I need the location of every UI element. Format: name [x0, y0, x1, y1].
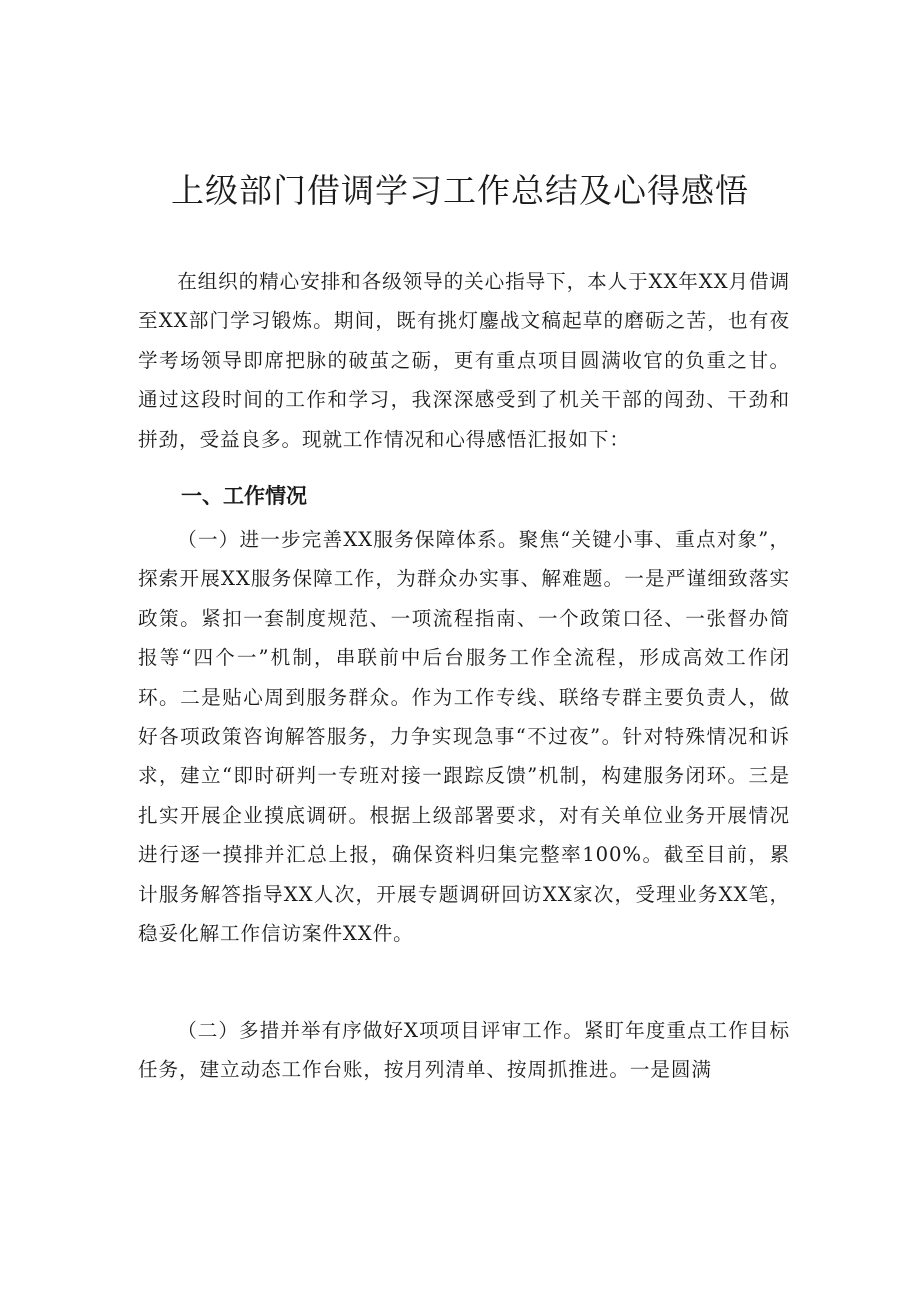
- section-heading-work-status: 一、工作情况: [181, 484, 307, 508]
- intro-paragraph: 在组织的精心安排和各级领导的关心指导下，本人于XX年XX月借调至XX部门学习锻炼。期间，既有挑灯鏖战文稿起草的磨砺之苦，也有夜学考场领导即席把脉的破茧之砺，更有重点项目圆满收官的负重之甘。通过这段时间的工作和学习，我深深感受到了机关干部的闯劲、干劲和拼劲，受益良多。现就工作情况和心得感悟汇报如下：: [138, 270, 790, 451]
- body-paragraph-1: （一）进一步完善XX服务保障体系。聚焦“关键小事、重点对象”，探索开展XX服务保障工作，为群众办实事、解难题。一是严谨细致落实政策。紧扣一套制度规范、一项流程指南、一个政策口径、一张督办简报等“四个一”机制，串联前中后台服务工作全流程，形成高效工作闭环。二是贴心周到服务群众。作为工作专线、联络专群主要负责人，做好各项政策咨询解答服务，力争实现急事“不过夜”。针对特殊情况和诉求，建立“即时研判一专班对接一跟踪反馈”机制，构建服务闭环。三是扎实开展企业摸底调研。根据上级部署要求，对有关单位业务开展情况进行逐一摸排并汇总上报，确保资料归集完整率100%。截至目前，累计服务解答指导XX人次，开展专题调研回访XX家次，受理业务XX笔，稳妥化解工作信访案件XX件。: [138, 528, 790, 946]
- document-title: 上级部门借调学习工作总结及心得感悟: [171, 171, 749, 210]
- body-paragraph-2: （二）多措并举有序做好X项项目评审工作。紧盯年度重点工作目标任务，建立动态工作台账，按月列清单、按周抓推进。一是圆满: [138, 1019, 790, 1082]
